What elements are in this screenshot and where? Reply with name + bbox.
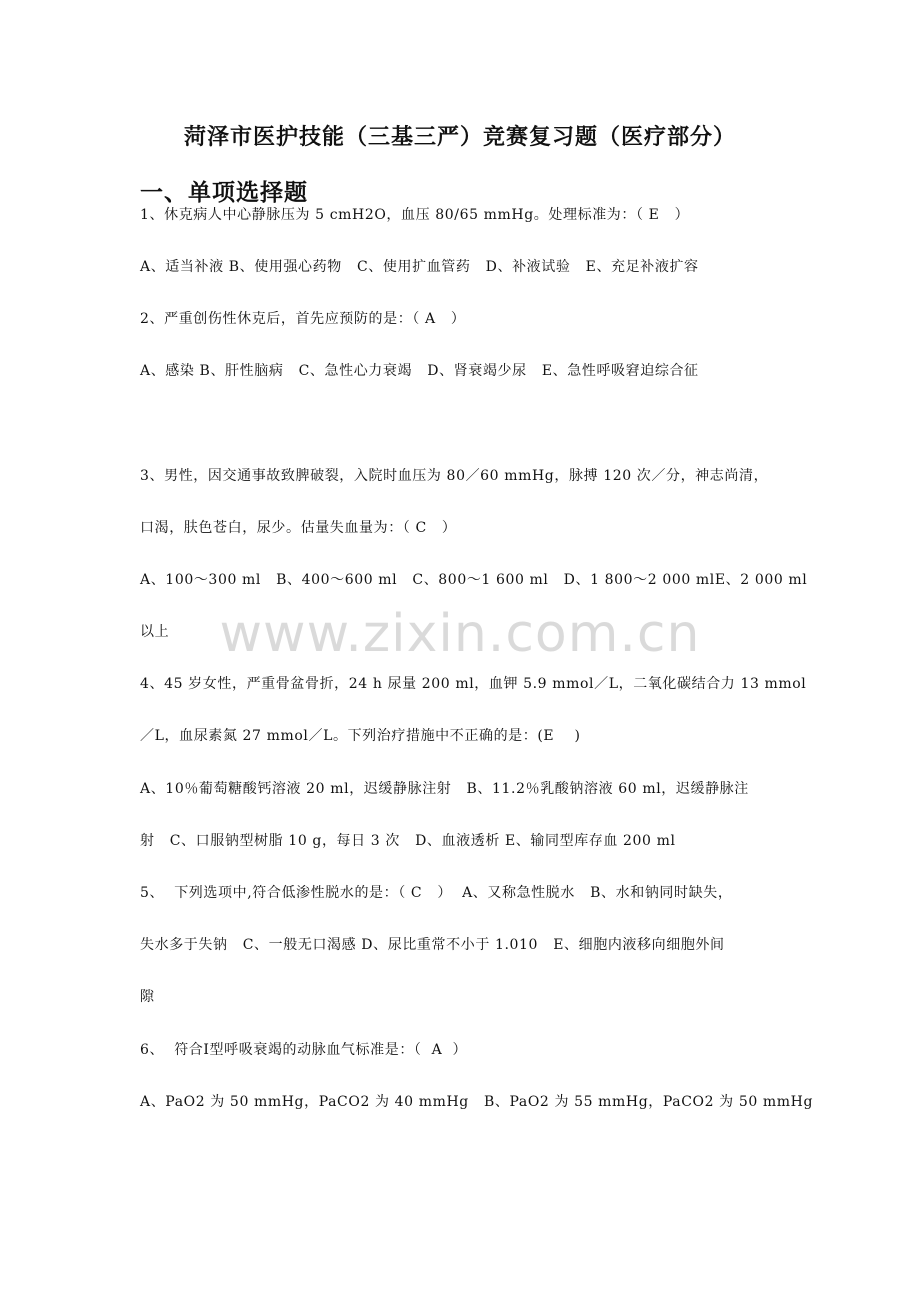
options-line: 射 C、口服钠型树脂 10 g，每日 3 次 D、血液透析 E、输同型库存血 200 ml bbox=[140, 833, 676, 849]
options-line: A、10％葡萄糖酸钙溶液 20 ml，迟缓静脉注射 B、11.2％乳酸钠溶液 60 ml，迟缓静脉注 bbox=[140, 781, 749, 797]
options-line: A、感染 B、肝性脑病 C、急性心力衰竭 D、肾衰竭少尿 E、急性呼吸窘迫综合征 bbox=[140, 363, 699, 379]
question-line: 2、严重创伤性休克后，首先应预防的是：（ A ） bbox=[140, 311, 466, 327]
document-title: 菏泽市医护技能（三基三严）竞赛复习题（医疗部分） bbox=[183, 125, 736, 150]
watermark: www.zixin.com.cn bbox=[219, 604, 701, 664]
options-line: 失水多于失钠 C、一般无口渴感 D、尿比重常不小于 1.010 E、细胞内液移向细胞外间 bbox=[140, 937, 725, 953]
question-line: 6、 符合Ⅰ型呼吸衰竭的动脉血气标准是：（ A ） bbox=[140, 1042, 468, 1058]
options-line: 隙 bbox=[140, 989, 155, 1005]
question-line: 3、男性，因交通事故致脾破裂，入院时血压为 80／60 mmHg，脉搏 120 次／分，神志尚清， bbox=[140, 468, 769, 484]
question-line: 4、45 岁女性，严重骨盆骨折，24 h 尿量 200 ml，血钾 5.9 mmol／L，二氧化碳结合力 13 mmol bbox=[140, 676, 807, 692]
question-line: 口渴，肤色苍白，尿少。估量失血量为：（ C ） bbox=[140, 520, 457, 536]
section-heading: 一、单项选择题 bbox=[140, 180, 308, 206]
options-line: A、适当补液 B、使用强心药物 C、使用扩血管药 D、补液试验 E、充足补液扩容 bbox=[140, 259, 699, 275]
options-line: 以上 bbox=[140, 624, 170, 640]
question-line: 5、 下列选项中,符合低渗性脱水的是：（ C ） A、又称急性脱水 B、水和钠同时缺失， bbox=[140, 885, 733, 901]
options-line: A、PaO2 为 50 mmHg，PaCO2 为 40 mmHg B、PaO2 为 55 mmHg，PaCO2 为 50 mmHg bbox=[140, 1094, 814, 1110]
question-line: ／L，血尿素氮 27 mmol／L。下列治疗措施中不正确的是：(E ) bbox=[140, 728, 581, 744]
question-line: 1、休克病人中心静脉压为 5 cmH2O，血压 80/65 mmHg。处理标准为：（ E ） bbox=[140, 207, 690, 223]
options-line: A、100～300 ml B、400～600 ml C、800～1 600 ml D、1 800～2 000 mlE、2 000 ml bbox=[140, 572, 808, 588]
